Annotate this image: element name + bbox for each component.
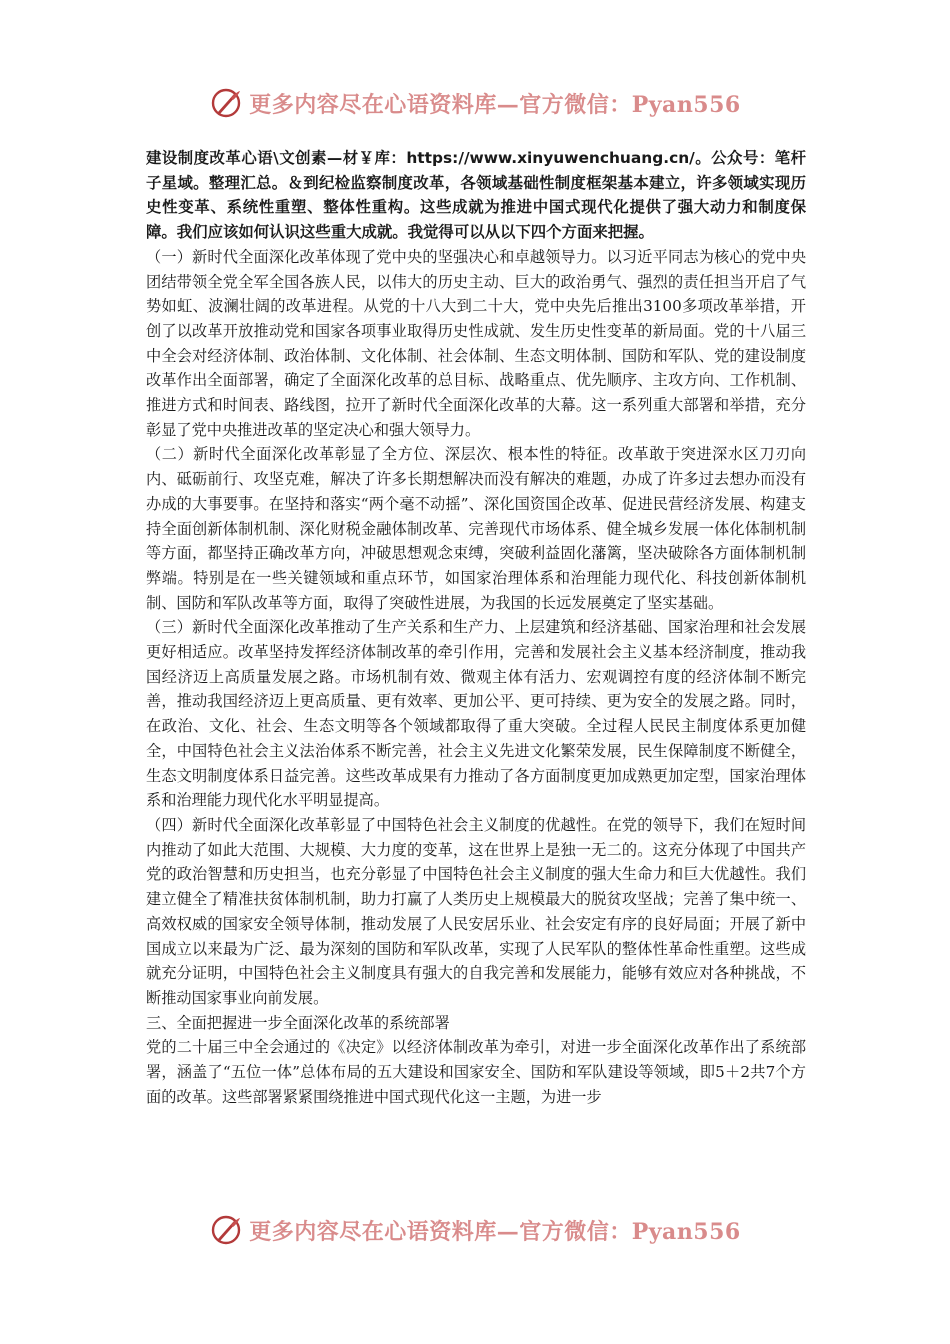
- document-body: [146, 146, 806, 1109]
- quill-pen-logo-icon: [209, 1213, 243, 1247]
- section-1-paragraph: （一）新时代全面深化改革体现了党中央的坚强决心和卓越领导力。以习近平同志为核心的党中央团结带领全党全军全国各族人民，以伟大的历史主动、巨大的政治勇气、强烈的责任担当开启了气势如虹、波澜壮阔的改革进程。从党的十八大到二十大，党中央先后推出3100多项改革举措，开创了以改革开放推动党和国家各项事业取得历史性成就、发生历史性变革的新局面。党的十八届三中全会对经济体制、政治体制、文化体制、社会体制、生态文明体制、国防和军队、党的建设制度改革作出全面部署，确定了全面深化改革的总目标、战略重点、优先顺序、主攻方向、工作机制、推进方式和时间表、路线图，拉开了新时代全面深化改革的大幕。这一系列重大部署和举措，充分彰显了党中央推进改革的坚定决心和强大领导力。: [146, 247, 806, 439]
- section-4-paragraph: （四）新时代全面深化改革彰显了中国特色社会主义制度的优越性。在党的领导下，我们在短时间内推动了如此大范围、大规模、大力度的变革，这在世界上是独一无二的。这充分体现了中国共产党的政治智慧和历史担当，也充分彰显了中国特色社会主义制度的强大生命力和巨大优越性。我们建立健全了精准扶贫体制机制，助力打赢了人类历史上规模最大的脱贫攻坚战；完善了集中统一、高效权威的国家安全领导体制，推动发展了人民安居乐业、社会安定有序的良好局面；开展了新中国成立以来最为广泛、最为深刻的国防和军队改革，实现了人民军队的整体性革命性重塑。这些成就充分证明，中国特色社会主义制度具有强大的自我完善和发展能力，能够有效应对各种挑战，不断推动国家事业向前发展。: [146, 815, 806, 1007]
- banner-text: 更多内容尽在心语资料库—官方微信：Pyan556: [249, 1218, 741, 1245]
- part-three-paragraph: 党的二十届三中全会通过的《决定》以经济体制改革为牵引，对进一步全面深化改革作出了系统部署，涵盖了“五位一体”总体布局的五大建设和国家安全、国防和军队建设等领域，即5＋2共7个方面的改革。这些部署紧紧围绕推进中国式现代化这一主题，为进一步: [146, 1038, 806, 1106]
- footer-banner: [0, 1208, 950, 1252]
- quill-pen-logo-icon: [209, 86, 243, 120]
- header-banner: [0, 81, 950, 125]
- section-3-paragraph: （三）新时代全面深化改革推动了生产关系和生产力、上层建筑和经济基础、国家治理和社会发展更好相适应。改革坚持发挥经济体制改革的牵引作用，完善和发展社会主义基本经济制度，推动我国经济迈上高质量发展之路。市场机制有效、微观主体有活力、宏观调控有度的经济体制不断完善，推动我国经济迈上更高质量、更有效率、更加公平、更可持续、更为安全的发展之路。同时，在政治、文化、社会、生态文明等各个领域都取得了重大突破。全过程人民民主制度体系更加健全，中国特色社会主义法治体系不断完善，社会主义先进文化繁荣发展，民生保障制度不断健全，生态文明制度体系日益完善。这些改革成果有力推动了各方面制度更加成熟更加定型，国家治理体系和治理能力现代化水平明显提高。: [146, 618, 806, 810]
- section-2-paragraph: （二）新时代全面深化改革彰显了全方位、深层次、根本性的特征。改革敢于突进深水区刀刃向内、砥砺前行、攻坚克难，解决了许多长期想解决而没有解决的难题，办成了许多过去想办而没有办成的大事要事。在坚持和落实“两个毫不动摇”、深化国资国企改革、促进民营经济发展、构建支持全面创新体制机制、深化财税金融体制改革、完善现代市场体系、健全城乡发展一体化体制机制等方面，都坚持正确改革方向，冲破思想观念束缚，突破利益固化藩篱，坚决破除各方面体制机制弊端。特别是在一些关键领域和重点环节，如国家治理体系和治理能力现代化、科技创新体制机制、国防和军队改革等方面，取得了突破性进展，为我国的长远发展奠定了坚实基础。: [146, 445, 806, 612]
- banner-text: 更多内容尽在心语资料库—官方微信：Pyan556: [249, 91, 741, 118]
- intro-paragraph: 建设制度改革心语\文创素—材￥库：https://www.xinyuwenchuang.cn/。公众号：笔杆子星域。整理汇总。＆到纪检监察制度改革，各领域基础性制度框架基本建立，许多领域实现历史性变革、系统性重塑、整体性重构。这些成就为推进中国式现代化提供了强大动力和制度保障。我们应该如何认识这些重大成就。我觉得可以从以下四个方面来把握。: [146, 149, 806, 242]
- part-three-heading: 三、全面把握进一步全面深化改革的系统部署: [146, 1013, 450, 1032]
